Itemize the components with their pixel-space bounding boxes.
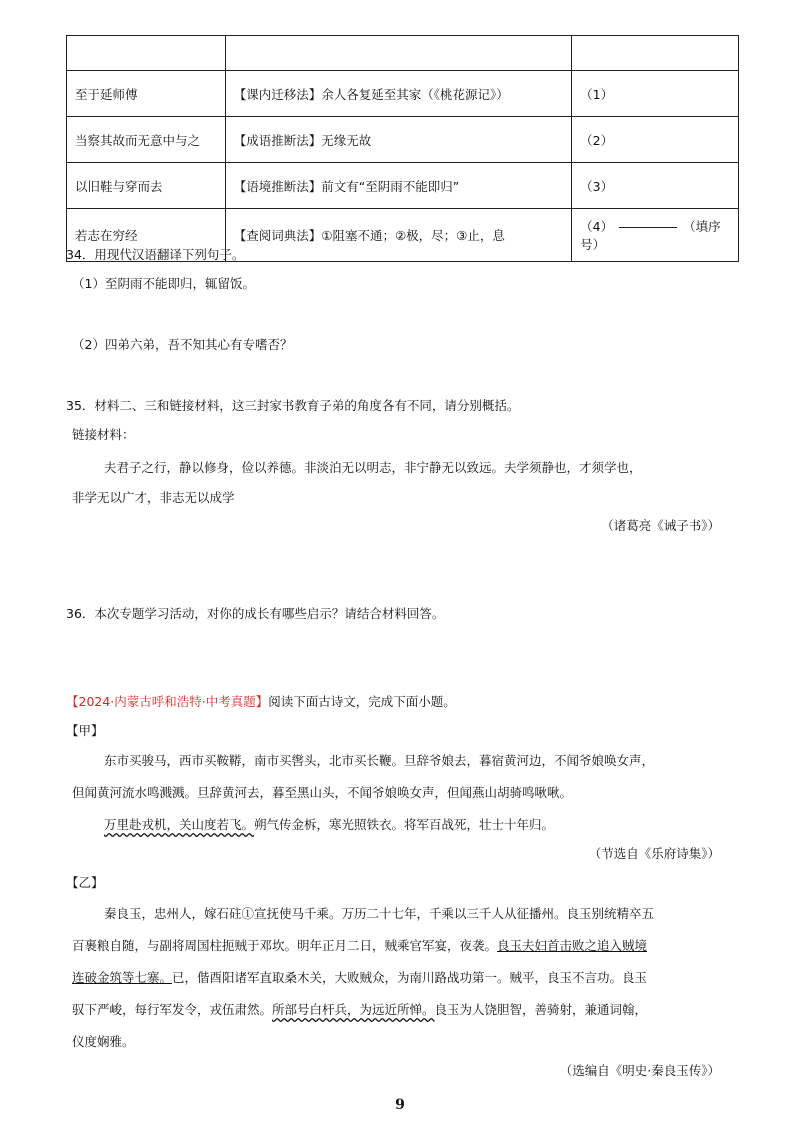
method-cell: 【语境推断法】前文有“至阴雨不能即归” (225, 163, 571, 209)
q34-sentence-1: （1）至阴雨不能即归，辄留饭。 (72, 276, 255, 291)
q35-title: 35．材料二、三和链接材料，这三封家书教育子弟的角度各有不同，请分别概括。 (66, 398, 520, 413)
poem-line-3: 万里赴戎机，关山度若飞。朔气传金柝，寒光照铁衣。将军百战死，壮士十年归。 (104, 817, 555, 832)
page-number: 9 (395, 1097, 405, 1113)
answer-cell: （1） (572, 71, 739, 117)
answer-blank[interactable] (619, 227, 677, 228)
answer-cell: （3） (572, 163, 739, 209)
method-cell: 【查阅词典法】①阻塞不通；②极，尽；③止，息 (225, 209, 571, 262)
prose-line-3: 连破金筑等七寨。已，偕酉阳诸军直取桑木关，大败贼众，为南川路战功第一。贼平，良玉不言功。良玉 (72, 970, 648, 985)
q34-sentence-2: （2）四弟六弟，吾不知其心有专嗜否？ (72, 337, 293, 352)
table-row (67, 163, 739, 209)
underlined-sentence: 所部号白杆兵，为远近所惮。 (272, 1002, 435, 1017)
link-material-label: 链接材料： (72, 427, 135, 442)
underlined-line: 万里赴戎机，关山度若飞。 (104, 817, 255, 832)
underlined-sentence: 良玉夫妇首击败之追入贼境 (497, 938, 648, 953)
word-cell: 当察其故而无意中与之 (67, 117, 226, 163)
link-material-line-2: 非学无以广才，非志无以成学 (72, 490, 235, 505)
poem-line-1: 东市买骏马，西市买鞍鞯，南市买辔头，北市买长鞭。旦辞爷娘去，暮宿黄河边，不闻爷娘唤女声， (104, 753, 655, 768)
method-table (66, 35, 739, 262)
answer-cell: （2） (572, 117, 739, 163)
underlined-sentence: 连破金筑等七寨。 (72, 970, 173, 985)
section-yi-label: 【乙】 (66, 875, 104, 890)
method-cell: 【课内迁移法】余人各复延至其家（《桃花源记》） (225, 71, 571, 117)
table-row (67, 71, 739, 117)
table-row (67, 117, 739, 163)
section-jia-label: 【甲】 (66, 723, 104, 738)
word-cell: 若志在穷经 (67, 209, 226, 262)
q36-title: 36．本次专题学习活动，对你的成长有哪些启示？请结合材料回答。 (66, 606, 445, 621)
word-cell: 以旧鞋与穿而去 (67, 163, 226, 209)
method-cell: 【成语推断法】无缘无故 (225, 117, 571, 163)
prose-line-2: 百裹粮自随，与副将周国柱扼贼于邓坎。明年正月二日，贼乘官军宴，夜袭。良玉夫妇首击败之追入贼境 (72, 938, 648, 953)
prose-line-5: 仪度娴雅。 (72, 1034, 135, 1049)
poem-heading: 【2024·内蒙古呼和浩特·中考真题】阅读下面古诗文，完成下面小题。 (66, 694, 456, 709)
poem-line-2: 但闻黄河流水鸣溅溅。旦辞黄河去，暮至黑山头，不闻爷娘唤女声，但闻燕山胡骑鸣啾啾。 (72, 785, 573, 800)
word-cell: 至于延师傅 (67, 71, 226, 117)
prose-line-1: 秦良玉，忠州人，嫁石砫①宣抚使马千乘。万历二十七年，千乘以三千人从征播州。良玉别统精卒五 (104, 906, 655, 921)
link-material-line-1: 夫君子之行，静以修身，俭以养德。非淡泊无以明志，非宁静无以致远。夫学须静也，才须学也， (104, 460, 642, 475)
answer-cell: （4） （填序 号） (572, 209, 739, 262)
exam-source-tag: 【2024·内蒙古呼和浩特·中考真题】 (66, 694, 269, 709)
prose-line-4: 驭下严峻，每行军发令，戎伍肃然。所部号白杆兵，为远近所惮。良玉为人饶胆智，善骑射，兼通词翰， (72, 1002, 648, 1017)
poem-source: （节选自《乐府诗集》） (588, 846, 720, 861)
table-row (67, 36, 739, 71)
prose-source: （选编自《明史·秦良玉传》） (559, 1063, 720, 1078)
q34-title: 34．用现代汉语翻译下列句子。 (66, 247, 245, 262)
link-material-source: （诸葛亮《诫子书》） (601, 518, 720, 533)
